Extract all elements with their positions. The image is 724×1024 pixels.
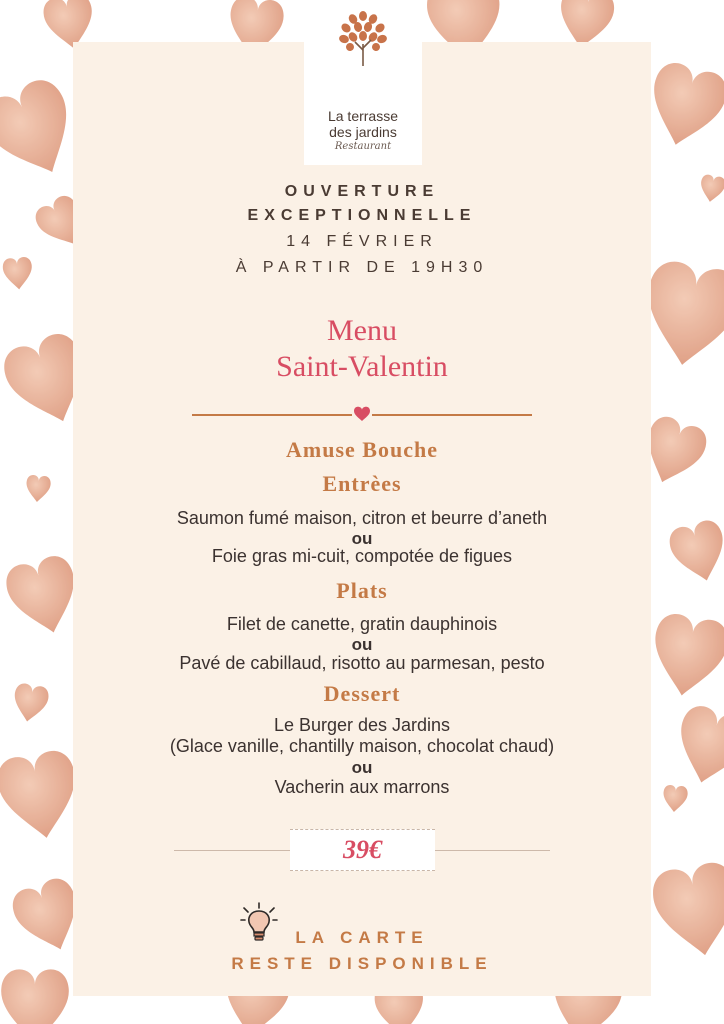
section-plats: Plats — [336, 578, 388, 603]
logo-name-line2: des jardins — [329, 124, 397, 140]
plat-option-1: Filet de canette, gratin dauphinois — [226, 614, 498, 634]
divider-left — [192, 414, 352, 416]
menu-title-line2: Saint-Valentin — [276, 350, 448, 383]
dessert-or: ou — [351, 758, 373, 777]
menu-title-line1: Menu — [327, 314, 397, 347]
dessert-option-2: Vacherin aux marrons — [274, 777, 450, 797]
dessert-option-1-line2: (Glace vanille, chantilly maison, chocolat chaud) — [169, 736, 555, 756]
entree-or: ou — [351, 529, 373, 548]
section-entrees: Entrèes — [322, 471, 402, 496]
logo-name-line1: La terrasse — [327, 108, 399, 124]
heart-icon — [353, 406, 371, 422]
divider-right — [372, 414, 532, 416]
logo-subtitle: Restaurant — [334, 141, 392, 152]
restaurant-logo — [304, 0, 422, 165]
header-line2: EXCEPTIONNELLE — [247, 207, 477, 224]
plat-option-2: Pavé de cabillaud, risotto au parmesan, pesto — [179, 653, 545, 673]
header-time: À PARTIR DE 19H30 — [235, 259, 489, 276]
entree-option-2: Foie gras mi-cuit, compotée de figues — [211, 546, 513, 566]
plat-or: ou — [351, 635, 373, 654]
header-line1: OUVERTURE — [284, 183, 440, 200]
dessert-option-1-line1: Le Burger des Jardins — [273, 715, 451, 735]
section-amuse-bouche: Amuse Bouche — [286, 437, 438, 462]
header-date: 14 FÉVRIER — [286, 233, 438, 250]
footer-line2: RESTE DISPONIBLE — [231, 954, 493, 973]
entree-option-1: Saumon fumé maison, citron et beurre d’aneth — [176, 508, 548, 528]
price-tag: 39€ — [290, 829, 435, 871]
tree-icon — [337, 10, 389, 66]
footer-line1: LA CARTE — [295, 928, 429, 947]
section-dessert: Dessert — [323, 681, 401, 706]
